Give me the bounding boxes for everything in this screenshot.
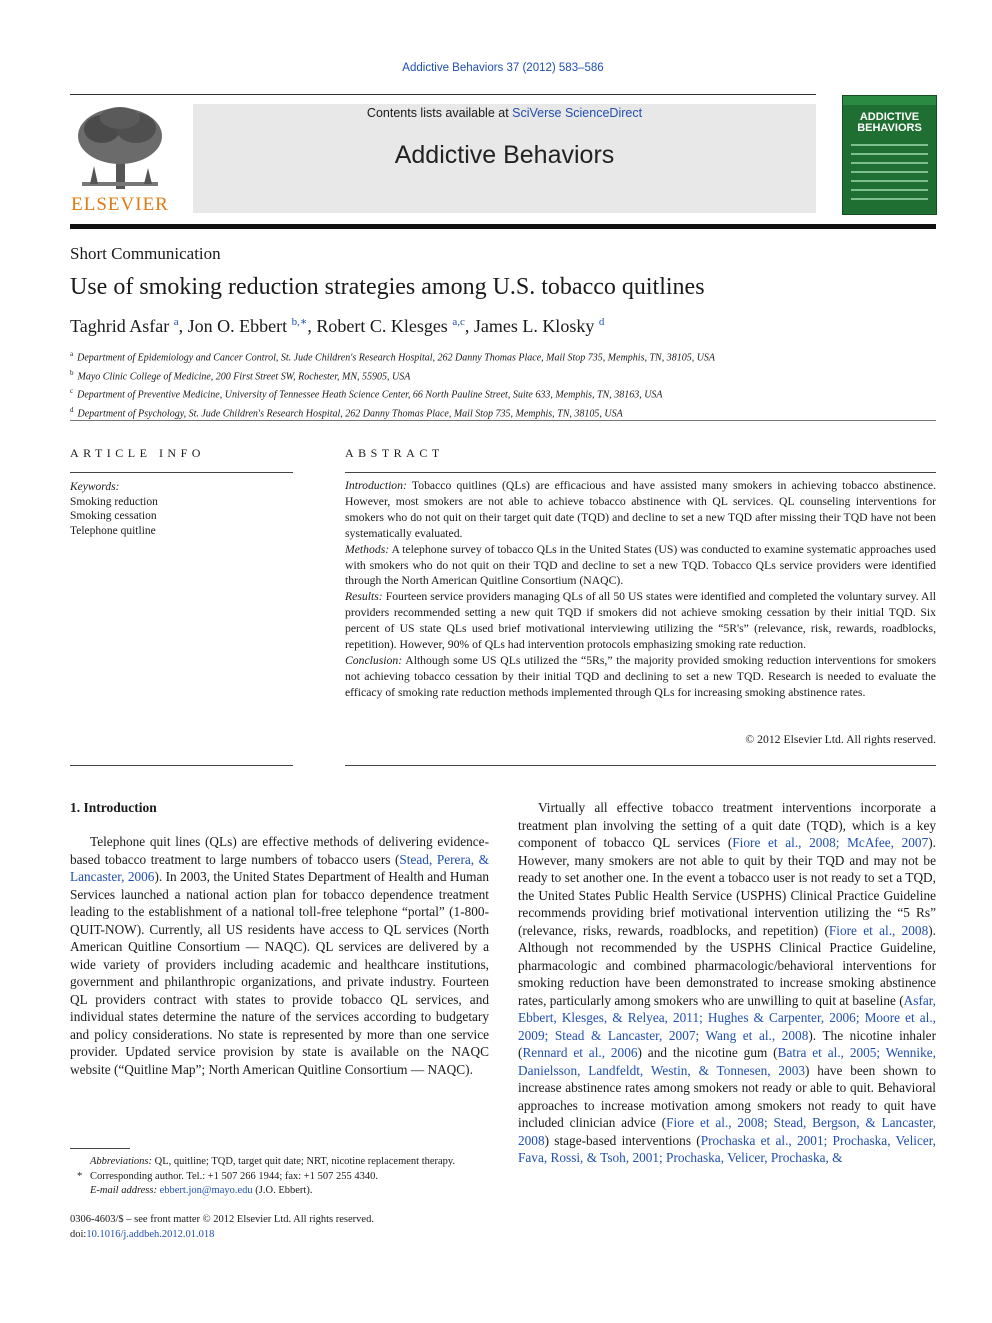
abstract-heading: ABSTRACT: [345, 446, 444, 460]
body-text: ). However, many smokers are not able to quit by their TQD and may not be ready to set another one. In the event a tobacco user is not ready to set a TQD, the United States Public Health Service (USPHS) Clinical Practice Guideline recommends providing brief motivational intervention utilizing the “5 Rs” (relevance, risks, rewards, roadblocks, and repetition) (: [518, 835, 936, 938]
affiliation-item: [70, 403, 715, 422]
issn-line: 0306-4603/$ – see front matter © 2012 Elsevier Ltd. All rights reserved.: [70, 1214, 374, 1225]
keyword-item: Smoking cessation: [70, 510, 157, 523]
section-heading-introduction: 1. Introduction: [70, 800, 157, 815]
elsevier-wordmark: ELSEVIER: [71, 194, 169, 215]
author-name[interactable]: Robert C. Klesges: [316, 316, 453, 336]
article-info-bottom-rule: [70, 765, 293, 766]
abstract-section-text: Although some US QLs utilized the “5Rs,” the majority provided smoking reduction interventions for smokers not achieving tobacco cessation by their initial TQD and declining to set a new TQD. Research is needed to evaluate the efficacy of smoking rate reduction methods implemented through QLs for increasing smoking abstinence rates.: [345, 653, 936, 699]
abstract-section: [345, 653, 936, 701]
author-affil-mark[interactable]: a: [173, 316, 179, 328]
body-column-right: [518, 799, 936, 1167]
email-label: E-mail address:: [90, 1185, 157, 1196]
citation-link[interactable]: Stead, Perera, & Lancaster, 2006: [70, 851, 489, 884]
author-affil-mark[interactable]: d: [598, 316, 605, 328]
corresponding-text: Corresponding author. Tel.: +1 507 266 1944; fax: +1 507 255 4340.: [90, 1170, 378, 1182]
keywords-list: [70, 495, 158, 539]
affiliation-text: Department of Psychology, St. Jude Children's Research Hospital, 262 Danny Thomas Place, Mail Stop 735, Memphis, TN, 38105, USA: [77, 408, 623, 420]
footnote-email: [70, 1184, 500, 1199]
journal-citation[interactable]: Addictive Behaviors 37 (2012) 583–586: [402, 62, 604, 74]
abbrev-text: QL, quitline; TQD, target quit date; NRT, nicotine replacement therapy.: [152, 1156, 456, 1167]
keywords-label: Keywords:: [70, 481, 120, 493]
footnote-abbreviations: [70, 1155, 500, 1170]
intro-paragraph-1: [70, 833, 489, 1078]
abstract-section-text: A telephone survey of tobacco QLs in the United States (US) was conducted to examine systematic approaches used with smokers who do not quit on their TQD and decline to set a new TQD. Tobacco QLs service providers were identified through the North American Quitline Consortium (NAQC).: [345, 542, 936, 588]
abstract-section-label: Introduction:: [345, 479, 407, 492]
article-info-heading: ARTICLE INFO: [70, 446, 205, 460]
article-info-top-rule: [70, 472, 293, 473]
email-suffix: (J.O. Ebbert).: [252, 1185, 313, 1196]
bottom-meta: [70, 1213, 374, 1242]
affiliation-rule: [70, 420, 936, 421]
footnote-rule: [70, 1148, 130, 1149]
affiliation-mark: a: [70, 350, 74, 358]
author-affil-mark[interactable]: a,c: [452, 316, 465, 328]
journal-title[interactable]: Addictive Behaviors: [394, 141, 615, 169]
body-text: ). Although not recommended by the USPHS Clinical Practice Guideline, pharmacologic and combined pharmacologic/behavioral interventions for smoking reduction have been demonstrated to increase smoking abstinence rates, particularly among smokers who are unwilling to quit at baseline (: [518, 922, 936, 1008]
affiliations: [70, 347, 715, 422]
author-name[interactable]: Jon O. Ebbert: [187, 316, 292, 336]
affiliation-text: Mayo Clinic College of Medicine, 200 First Street SW, Rochester, MN, 55905, USA: [77, 370, 411, 382]
citation-link[interactable]: Fiore et al., 2008: [828, 922, 929, 938]
abstract-copyright: © 2012 Elsevier Ltd. All rights reserved.: [745, 733, 936, 746]
doi-prefix: doi:: [70, 1228, 87, 1240]
abstract-section-label: Methods:: [345, 542, 390, 556]
body-text: Telephone quit lines (QLs) are effective methods of delivering evidence-based tobacco treatment to large numbers of tobacco users (: [70, 834, 489, 867]
affiliation-item: [70, 347, 715, 366]
journal-cover[interactable]: [842, 95, 937, 215]
abstract-section: [345, 542, 936, 590]
abstract-top-rule: [345, 472, 936, 473]
body-text: ) and the nicotine gum (: [637, 1045, 778, 1060]
affiliation-mark: b: [70, 368, 74, 377]
article-type: Short Communication: [70, 244, 221, 263]
citation-link[interactable]: Fiore et al., 2008; McAfee, 2007: [732, 835, 929, 850]
abstract-section-label: Results:: [345, 590, 383, 604]
abstract-section-text: Tobacco quitlines (QLs) are efficacious and have assisted many smokers in achieving tobacco abstinence. However, most smokers are not able to achieve tobacco abstinence with QL services. QL counseling interventions for smokers who do not quit on their target quit date (TQD) and decline to set a new TQD after missing their TQD have not been systematically evaluated.: [345, 479, 936, 540]
author-list: [70, 315, 604, 337]
body-text: ). In 2003, the United States Department of Health and Human Services launched a national action plan for tobacco dependence treatment leading to the establishment of a national toll-free telephone “portal” (1-800-QUIT-NOW). Currently, all US residents have access to QL services (North American Quitline Consortium — NAQC). QL services are delivered by a wide variety of providers including academic and healthcare institutions, government and philanthropic organizations, and private industry. Fourteen QL providers contract with states to provide tobacco QL services, and individual states determine the nature of the services according to budgetary and policy considerations. No state is represented by more than one service provider. Updated service provision by state is available on the NAQC website (“Quitline Map”; North American Quitline Consortium — NAQC).: [70, 869, 490, 1077]
body-column-left: [70, 833, 489, 1078]
header-top-rule: [70, 94, 816, 95]
body-text: ) have been shown to increase abstinence rates among smokers not ready or able to quit. Behavioral approaches to increase motivation among smokers not ready to quit have included clinician advice (: [518, 1062, 936, 1130]
cover-band: [843, 96, 936, 105]
cover-title: ADDICTIVE BEHAVIORS: [857, 111, 922, 134]
affiliation-text: Department of Epidemiology and Cancer Control, St. Jude Children's Research Hospital, 262 Danny Thomas Place, Mail Stop 735, Memphis, TN, 38105, USA: [77, 352, 716, 364]
abstract-section-text: Fourteen service providers managing QLs of all 50 US states were identified and completed the voluntary survey. All providers recommended setting a new quit TQD if smokers did not achieve smoking cessation by their initial TQD. Six percent of US state QLs used brief motivational interviewing utilizing the “5R's” (relevance, risk, rewards, roadblocks, repetition). However, 90% of QLs had intervention protocols emphasizing smoking rate reduction.: [345, 590, 936, 652]
author-name[interactable]: Taghrid Asfar: [70, 316, 174, 336]
corresponding-mark: *: [77, 1170, 83, 1182]
affiliation-mark: d: [70, 405, 74, 414]
keyword-item: Smoking reduction: [70, 495, 158, 508]
tree-icon: [70, 104, 170, 194]
article-title: Use of smoking reduction strategies among U.S. tobacco quitlines: [70, 274, 705, 300]
body-text: Virtually all effective tobacco treatment interventions incorporate a treatment plan involving the setting of a quit date (TQD), which is a key component of tobacco QL services (: [518, 800, 936, 850]
abstract-section: [345, 478, 936, 542]
citation-link[interactable]: Fiore et al., 2008; Stead, Bergson, & Lancaster, 2008: [518, 1115, 936, 1148]
citation-link[interactable]: Asfar, Ebbert, Klesges, & Relyea, 2011; Hughes & Carpenter, 2006; Moore et al., 2009; Stead & Lancaster, 2007; Wang et al., 2008: [518, 992, 936, 1043]
sciencedirect-link[interactable]: SciVerse ScienceDirect: [512, 106, 643, 120]
author-name[interactable]: James L. Klosky: [473, 316, 599, 336]
doi-link[interactable]: 10.1016/j.addbeh.2012.01.018: [86, 1228, 215, 1240]
footnote-corresponding: [70, 1170, 500, 1185]
cover-text-lines: [851, 144, 928, 207]
affiliation-item: [70, 366, 715, 385]
abstract-bottom-rule: [345, 765, 936, 766]
footnotes: [70, 1155, 500, 1199]
email-link[interactable]: ebbert.jon@mayo.edu: [159, 1185, 253, 1196]
doi-line: [70, 1228, 374, 1243]
body-text: ). The nicotine inhaler (: [518, 1027, 936, 1060]
abstract-section-label: Conclusion:: [345, 653, 403, 667]
contents-prefix: Contents lists available at: [366, 106, 513, 120]
author-affil-mark[interactable]: b,∗: [291, 316, 308, 328]
affiliation-text: Department of Preventive Medicine, University of Tennessee Heath Science Center, 66 North Pauline Street, Suite 633, Memphis, TN, 38163, USA: [77, 389, 663, 401]
citation-link[interactable]: Prochaska et al., 2001; Prochaska, Velicer, Fava, Rossi, & Tsoh, 2001; Prochaska, Velicer, Prochaska, &: [518, 1132, 936, 1165]
citation-link[interactable]: Batra et al., 2005; Wennike, Danielsson, Landfeldt, Westin, & Tonnesen, 2003: [518, 1045, 936, 1078]
elsevier-logo[interactable]: [70, 104, 170, 216]
author-separator: ,: [464, 316, 474, 336]
abstract-section: [345, 589, 936, 653]
abstract-body: [345, 478, 936, 701]
author-separator: ,: [307, 316, 317, 336]
body-text: ) stage-based interventions (: [544, 1132, 701, 1148]
abbrev-label: Abbreviations:: [90, 1156, 153, 1167]
intro-paragraph-2: [518, 799, 936, 1167]
citation-link[interactable]: Rennard et al., 2006: [522, 1045, 638, 1060]
keywords-block: [70, 480, 158, 539]
header-bottom-rule: [70, 224, 936, 229]
contents-availability: [193, 106, 816, 120]
keyword-item: Telephone quitline: [70, 525, 156, 538]
author-separator: ,: [178, 316, 188, 336]
affiliation-item: [70, 384, 715, 403]
affiliation-mark: c: [70, 387, 74, 396]
